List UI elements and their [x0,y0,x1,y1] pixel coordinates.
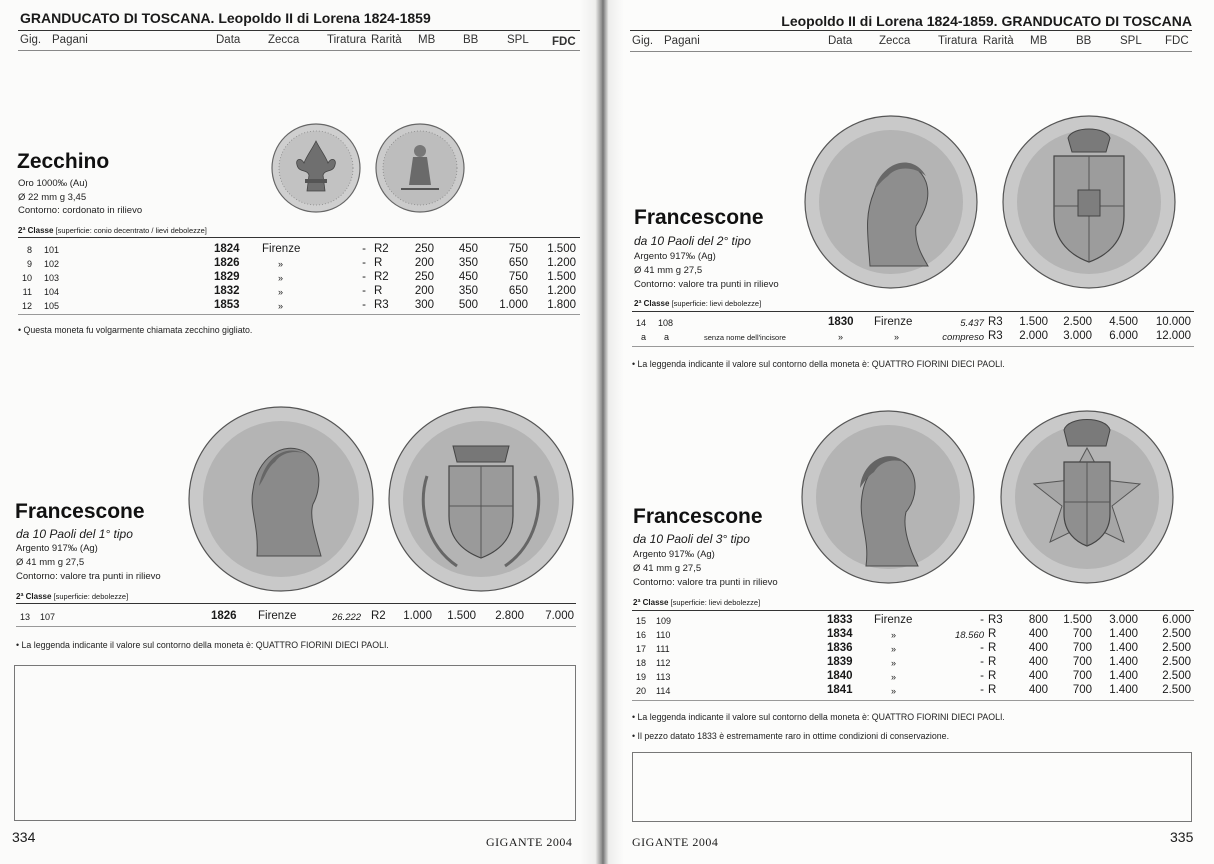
francescone2-metal: Argento 917‰ (Ag) [634,251,716,262]
francescone1-table-rule [16,603,576,604]
cell-rarita: R2 [374,243,389,255]
col-fdc: FDC [552,36,576,48]
cell-gig: 17 [635,644,646,654]
cell-bb: 450 [458,243,478,255]
cell-mb: 200 [414,285,434,297]
cell-bb: 1.500 [447,610,476,622]
cell-zecca: » [278,287,284,297]
cell-gig: 16 [635,630,646,640]
running-head: Leopoldo II di Lorena 1824-1859. GRANDUCATO DI TOSCANA [781,13,1192,29]
cell-rarita: R [988,628,997,640]
francescone3-note-2: • Il pezzo datato 1833 è estremamente raro in ottime condizioni di conservazione. [632,731,950,741]
cell-zecca: » [891,644,897,654]
cell-zecca: » [278,273,284,283]
cell-data: 1840 [827,670,853,682]
cell-zecca: » [894,332,900,342]
table-row [0,271,602,285]
francescone1-title: Francescone [15,500,145,523]
cell-data: 1829 [214,271,240,283]
col-rarita: Rarità [983,35,1014,47]
cell-rarita: R [374,257,383,269]
francescone3-metal: Argento 917‰ (Ag) [633,549,715,560]
classe-number: 2ª Classe [633,598,669,607]
cell-data: » [838,332,844,342]
cell-tiratura: - [980,684,984,696]
book-gutter-shadow [580,0,624,864]
header-underline [18,50,580,51]
francescone1-metal: Argento 917‰ (Ag) [16,543,98,554]
cell-bb: 700 [1072,684,1092,696]
cell-data: 1839 [827,656,853,668]
cell-data: 1826 [214,257,240,269]
header-rule [18,30,580,31]
cell-gig: 14 [635,318,646,328]
table-row [606,642,1214,656]
table-row [606,316,1214,330]
classe-number: 2ª Classe [16,592,52,601]
francescone1-obverse-image [189,407,373,591]
cell-rarita: R [374,285,383,297]
francescone1-size: Ø 41 mm g 27,5 [16,557,85,568]
cell-pagani: 103 [44,273,60,283]
cell-rarita: R3 [374,299,389,311]
classe-note: [superficie: lievi debolezze] [670,598,761,607]
cell-pagani: 112 [656,658,671,668]
col-tiratura: Tiratura [327,34,367,46]
cell-rarita: R3 [988,316,1003,328]
col-gig: Gig. [632,35,654,47]
francescone2-edge: Contorno: valore tra punti in rilievo [634,279,779,290]
table-row [0,610,602,624]
cell-rarita: R [988,656,997,668]
table-row [606,670,1214,684]
cell-data: 1834 [827,628,853,640]
cell-mb: 400 [1028,656,1048,668]
francescone1-edge: Contorno: valore tra punti in rilievo [16,571,161,582]
cell-bb: 350 [458,257,478,269]
cell-bb: 2.500 [1063,316,1092,328]
cell-data: 1824 [214,243,240,255]
cell-mb: 400 [1028,684,1048,696]
footer-title: GIGANTE 2004 [486,835,573,849]
col-spl: SPL [1120,35,1142,47]
col-fdc: FDC [1165,35,1189,47]
francescone1-subtitle: da 10 Paoli del 1° tipo [16,527,133,541]
cell-gig: 12 [21,301,32,311]
cell-pagani: 110 [656,630,671,640]
cell-bb: 3.000 [1063,330,1092,342]
zecchino-table-bottom-rule [18,314,580,315]
cell-fdc: 1.500 [547,271,576,283]
cell-zecca: » [891,658,897,668]
cell-mb: 250 [414,271,434,283]
cell-rarita: R [988,642,997,654]
cell-tiratura: - [362,299,366,311]
right-page [606,0,1214,864]
francescone2-reverse-image [1003,116,1175,288]
cell-bb: 700 [1072,628,1092,640]
cell-pagani: a [664,332,670,342]
cell-rarita: R [988,684,997,696]
cell-tiratura: - [362,285,366,297]
cell-bb: 450 [458,271,478,283]
cell-data: 1836 [827,642,853,654]
cell-pagani: 104 [44,287,60,297]
cell-fdc: 1.500 [547,243,576,255]
col-zecca: Zecca [879,35,911,47]
cell-bb: 500 [458,299,478,311]
francescone2-coin-images [804,116,1194,294]
cell-tiratura: compreso [942,332,984,343]
cell-gig: 8 [26,245,32,255]
cell-spl: 750 [508,271,528,283]
cell-data: 1826 [211,610,237,622]
table-row [606,330,1214,344]
cell-spl: 650 [508,285,528,297]
cell-zecca: » [278,301,284,311]
cell-zecca: Firenze [874,614,913,626]
cell-tiratura: - [362,257,366,269]
col-mb: MB [1030,35,1048,47]
cell-gig: 11 [22,287,32,297]
cell-gig: 20 [635,686,646,696]
cell-spl: 1.400 [1109,656,1138,668]
cell-tiratura: - [980,642,984,654]
notes-box [14,665,576,821]
cell-data: 1841 [827,684,853,696]
cell-gig: 19 [635,672,646,682]
francescone3-table-bottom-rule [632,700,1194,701]
cell-spl: 1.400 [1109,642,1138,654]
cell-spl: 1.400 [1109,628,1138,640]
zecchino-reverse-image [376,124,464,212]
cell-pagani: 114 [656,686,671,696]
cell-gig: 10 [21,273,32,283]
francescone3-edge: Contorno: valore tra punti in rilievo [633,577,778,588]
zecchino-edge: Contorno: cordonato in rilievo [18,205,143,216]
zecchino-coin-images [271,123,467,213]
cell-spl: 1.000 [499,299,528,311]
cell-gig: 9 [26,259,32,269]
cell-fdc: 2.500 [1162,642,1191,654]
francescone1-coin-images [187,406,577,594]
table-row [606,684,1214,698]
cell-fdc: 10.000 [1155,316,1191,328]
cell-variant: senza nome dell'incisore [704,333,786,342]
footer-title: GIGANTE 2004 [632,835,719,849]
cell-spl: 3.000 [1109,614,1138,626]
cell-fdc: 7.000 [545,610,574,622]
zecchino-metal: Oro 1000‰ (Au) [18,178,88,189]
col-rarita: Rarità [371,34,402,46]
francescone3-reverse-image [1001,411,1173,583]
cell-data: 1833 [827,614,853,626]
col-pagani: Pagani [664,35,700,47]
francescone1-reverse-image [389,407,573,591]
cell-gig: 18 [635,658,646,668]
cell-fdc: 2.500 [1162,684,1191,696]
cell-pagani: 102 [44,259,60,269]
cell-pagani: 108 [658,318,674,328]
cell-mb: 800 [1028,614,1048,626]
zecchino-title: Zecchino [17,150,110,173]
cell-rarita: R3 [988,330,1003,342]
cell-fdc: 12.000 [1155,330,1191,342]
cell-pagani: 107 [40,612,56,622]
running-head: GRANDUCATO DI TOSCANA. Leopoldo II di Lorena 1824-1859 [20,10,431,26]
cell-fdc: 1.200 [547,257,576,269]
francescone2-table-bottom-rule [632,346,1194,347]
francescone2-size: Ø 41 mm g 27,5 [634,265,703,276]
col-bb: BB [1076,35,1092,47]
cell-zecca: » [891,630,897,640]
cell-rarita: R3 [988,614,1003,626]
cell-pagani: 105 [44,301,60,311]
cell-data: 1832 [214,285,240,297]
table-row [0,299,602,313]
cell-spl: 1.400 [1109,684,1138,696]
notes-box [632,752,1192,822]
cell-mb: 400 [1028,628,1048,640]
cell-tiratura: - [980,656,984,668]
cell-zecca: » [891,672,897,682]
zecchino-classe [18,226,207,235]
francescone3-subtitle: da 10 Paoli del 3° tipo [633,532,750,546]
cell-fdc: 2.500 [1162,656,1191,668]
classe-note: [superficie: conio decentrato / lievi debolezze] [55,226,207,235]
cell-tiratura: - [362,243,366,255]
zecchino-size: Ø 22 mm g 3,45 [18,192,87,203]
cell-data: 1853 [214,299,240,311]
cell-zecca: » [891,686,897,696]
cell-bb: 1.500 [1063,614,1092,626]
cell-bb: 700 [1072,642,1092,654]
cell-spl: 2.800 [495,610,524,622]
cell-rarita: R2 [374,271,389,283]
cell-tiratura: 18.560 [954,630,984,641]
cell-pagani: 101 [44,245,60,255]
col-data: Data [216,34,241,46]
table-row [0,257,602,271]
cell-pagani: 111 [656,644,670,654]
cell-fdc: 1.800 [547,299,576,311]
cell-tiratura: - [362,271,366,283]
francescone2-obverse-image [805,116,977,288]
cell-spl: 4.500 [1109,316,1138,328]
francescone3-obverse-image [802,411,974,583]
header-underline [630,51,1192,52]
table-row [606,656,1214,670]
francescone3-size: Ø 41 mm g 27,5 [633,563,702,574]
zecchino-obverse-image [272,124,360,212]
francescone2-title: Francescone [634,206,764,229]
cell-gig: 13 [19,612,30,622]
table-row [606,628,1214,642]
francescone3-classe [633,598,760,607]
col-gig: Gig. [20,34,42,46]
cell-rarita: R [988,670,997,682]
col-bb: BB [463,34,479,46]
cell-spl: 650 [508,257,528,269]
zecchino-table-rule [18,237,580,238]
page-number: 334 [12,829,36,845]
cell-tiratura: 26.222 [332,612,362,623]
cell-mb: 400 [1028,642,1048,654]
cell-bb: 700 [1072,656,1092,668]
table-row [606,614,1214,628]
table-row [0,243,602,257]
francescone2-table-rule [632,311,1194,312]
col-tiratura: Tiratura [938,35,978,47]
col-mb: MB [418,34,436,46]
classe-number: 2ª Classe [634,299,670,308]
classe-note: [superficie: debolezze] [53,592,129,601]
cell-bb: 700 [1072,670,1092,682]
cell-gig: a [640,332,646,342]
page-number: 335 [1170,829,1194,845]
cell-pagani: 109 [656,616,672,626]
col-data: Data [828,35,853,47]
francescone3-coin-images [800,410,1190,588]
cell-mb: 300 [414,299,434,311]
francescone1-note: • La leggenda indicante il valore sul contorno della moneta è: QUATTRO FIORINI DIECI PAOLI. [16,640,389,650]
cell-mb: 2.000 [1019,330,1048,342]
cell-tiratura: - [980,670,984,682]
cell-mb: 250 [414,243,434,255]
classe-number: 2ª Classe [18,226,54,235]
cell-fdc: 6.000 [1162,614,1191,626]
cell-zecca: Firenze [874,316,913,328]
cell-mb: 1.500 [1019,316,1048,328]
cell-fdc: 2.500 [1162,628,1191,640]
francescone1-table-bottom-rule [16,626,576,627]
cell-zecca: » [278,259,284,269]
francescone3-table-rule [632,610,1194,611]
cell-rarita: R2 [371,610,386,622]
table-row [0,285,602,299]
cell-zecca: Firenze [258,610,297,622]
cell-fdc: 2.500 [1162,670,1191,682]
left-page [0,0,602,864]
cell-mb: 1.000 [403,610,432,622]
cell-spl: 1.400 [1109,670,1138,682]
classe-note: [superficie: lievi debolezze] [671,299,762,308]
francescone2-classe [634,299,761,308]
zecchino-note: • Questa moneta fu volgarmente chiamata zecchino gigliato. [18,325,253,335]
header-rule [630,30,1192,31]
francescone2-note: • La leggenda indicante il valore sul contorno della moneta è: QUATTRO FIORINI DIECI PAOLI. [632,359,1005,369]
francescone1-classe [16,592,128,601]
cell-spl: 750 [508,243,528,255]
cell-data: 1830 [828,316,854,328]
cell-mb: 200 [414,257,434,269]
cell-mb: 400 [1028,670,1048,682]
francescone3-note-1: • La leggenda indicante il valore sul contorno della moneta è: QUATTRO FIORINI DIECI PAOLI. [632,712,1005,722]
francescone3-title: Francescone [633,505,763,528]
cell-fdc: 1.200 [547,285,576,297]
col-spl: SPL [507,34,529,46]
col-zecca: Zecca [268,34,300,46]
cell-tiratura: 5.437 [960,318,984,329]
cell-tiratura: - [980,614,984,626]
cell-gig: 15 [635,616,646,626]
col-pagani: Pagani [52,34,88,46]
cell-bb: 350 [458,285,478,297]
cell-pagani: 113 [656,672,671,682]
francescone2-subtitle: da 10 Paoli del 2° tipo [634,234,751,248]
cell-spl: 6.000 [1109,330,1138,342]
cell-zecca: Firenze [262,243,301,255]
